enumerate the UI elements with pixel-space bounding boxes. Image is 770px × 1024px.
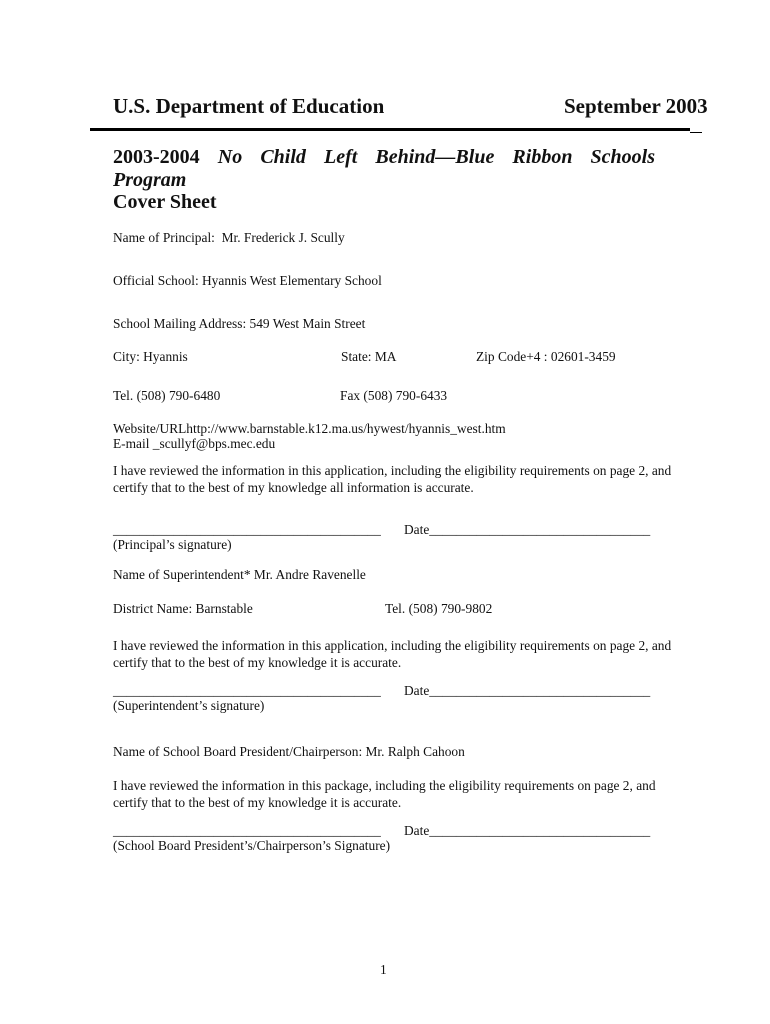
title-line2: Program (113, 169, 187, 191)
superintendent-date-line: Date_________________________________ (404, 683, 651, 698)
website: Website/URLhttp://www.barnstable.k12.ma.us/hywest/hyannis_west.htm (113, 421, 506, 436)
header-rule-tail (690, 132, 702, 133)
zip-code: Zip Code+4 : 02601-3459 (476, 349, 616, 364)
principal-signature-line: ________________________________________ (113, 522, 381, 537)
title-line1 (113, 146, 655, 169)
principal-name (113, 230, 345, 246)
certification-principal: I have reviewed the information in this application, including the eligibility requirements on page 2, and certify that to the best of my knowledge all information is accurate. (113, 463, 672, 495)
title-year: 2003-2004 (113, 146, 200, 168)
principal-date-line: Date_________________________________ (404, 522, 651, 537)
board-signature-line: ________________________________________ (113, 823, 381, 838)
school-tel: Tel. (508) 790-6480 (113, 388, 221, 403)
certification-board: I have reviewed the information in this package, including the eligibility requirements on page 2, and certify that to the best of my knowledge it is accurate. (113, 778, 656, 810)
school-fax: Fax (508) 790-6433 (340, 388, 448, 403)
city: City: Hyannis (113, 349, 188, 364)
principal-signature-caption: (Principal’s signature) (113, 537, 232, 552)
title-cover-sheet: Cover Sheet (113, 191, 217, 213)
email: E-mail _scullyf@bps.mec.edu (113, 436, 276, 451)
board-date-line: Date_________________________________ (404, 823, 651, 838)
page-number: 1 (380, 962, 387, 977)
superintendent-signature-line: ________________________________________ (113, 683, 381, 698)
header-date: September 2003 (564, 94, 708, 118)
district-name: District Name: Barnstable (113, 601, 253, 616)
board-president-name: Name of School Board President/Chairperson: Mr. Ralph Cahoon (113, 744, 465, 759)
superintendent-signature-caption: (Superintendent’s signature) (113, 698, 265, 713)
district-tel: Tel. (508) 790-9802 (385, 601, 493, 616)
state: State: MA (341, 349, 397, 364)
official-school: Official School: Hyannis West Elementary School (113, 273, 382, 288)
principal-label: Name of Principal: (113, 230, 215, 245)
board-signature-caption: (School Board President’s/Chairperson’s Signature) (113, 838, 391, 853)
mailing-address: School Mailing Address: 549 West Main Street (113, 316, 366, 331)
header-rule (90, 128, 690, 131)
certification-superintendent: I have reviewed the information in this application, including the eligibility requirements on page 2, and certify that to the best of my knowledge it is accurate. (113, 638, 672, 670)
header-agency: U.S. Department of Education (113, 94, 385, 118)
superintendent-name: Name of Superintendent* Mr. Andre Ravenelle (113, 567, 366, 582)
principal-value: Mr. Frederick J. Scully (221, 230, 345, 245)
title-program-name: No Child Left Behind—Blue Ribbon Schools (217, 146, 656, 168)
